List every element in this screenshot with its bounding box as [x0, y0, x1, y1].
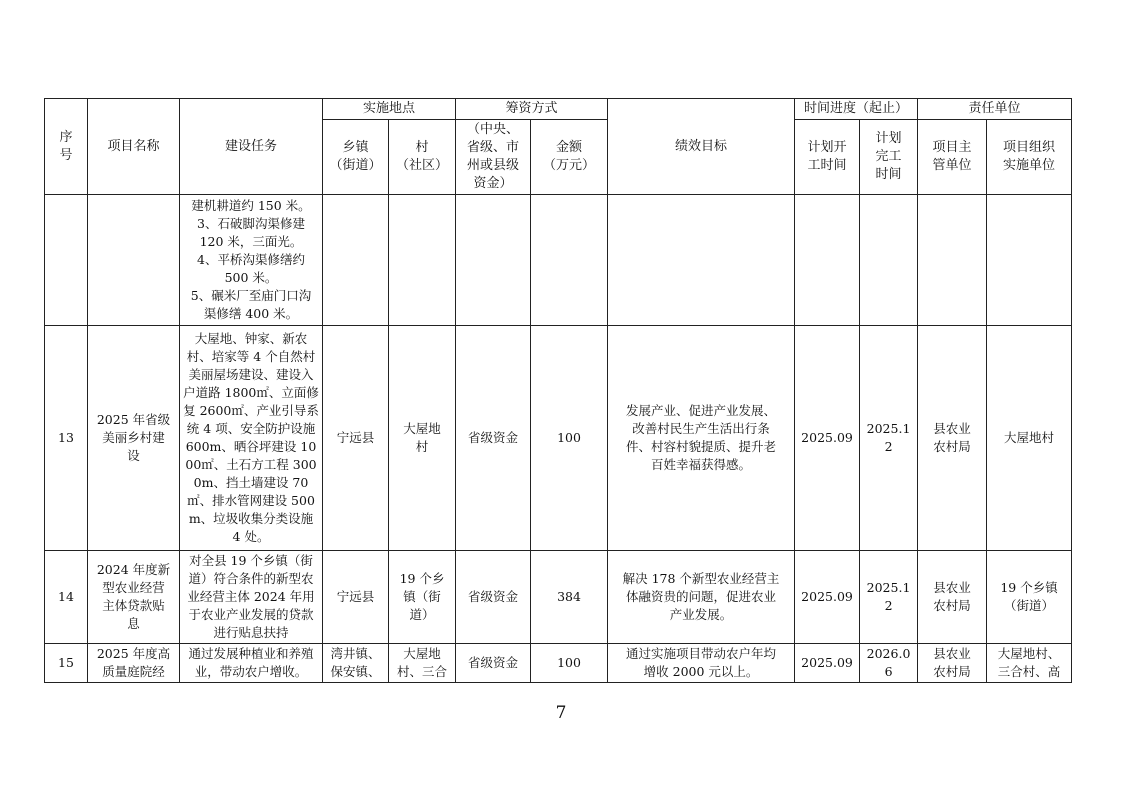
header-responsibility: 责任单位: [918, 99, 1072, 120]
cell-project-name: 2024 年度新 型农业经营 主体贷款贴 息: [88, 551, 180, 644]
header-village: 村 （社区）: [389, 120, 456, 195]
header-funding-source: （中央、 省级、市 州或县级 资金）: [456, 120, 531, 195]
cell-plan-start: 2025.09: [795, 644, 860, 683]
header-project-name: 项目名称: [88, 99, 180, 195]
cell-seq: [45, 195, 88, 326]
header-seq: 序 号: [45, 99, 88, 195]
cell-goal: 发展产业、促进产业发展、 改善村民生产生活出行条 件、村容村貌提质、提升老 百姓幸福获得感。: [608, 326, 795, 551]
project-table: [44, 98, 1072, 683]
cell-supervisor: [918, 195, 987, 326]
cell-implementer: 大屋地村: [987, 326, 1072, 551]
cell-project-name: [88, 195, 180, 326]
header-schedule: 时间进度（起止）: [795, 99, 918, 120]
header-task: 建设任务: [180, 99, 323, 195]
cell-plan-start: 2025.09: [795, 551, 860, 644]
header-plan-start: 计划开 工时间: [795, 120, 860, 195]
table-row: [45, 644, 1072, 683]
cell-funding-source: 省级资金: [456, 551, 531, 644]
cell-goal: 解决 178 个新型农业经营主 体融资贵的问题，促进农业 产业发展。: [608, 551, 795, 644]
cell-task: 建机耕道约 150 米。 3、石破脚沟渠修建 120 米，三面光。 4、平桥沟渠修缮约 500 米。 5、碾米厂至庙门口沟 渠修缮 400 米。: [180, 195, 323, 326]
cell-town: [323, 195, 389, 326]
cell-goal: [608, 195, 795, 326]
cell-plan-start: 2025.09: [795, 326, 860, 551]
cell-goal: 通过实施项目带动农户年均 增收 2000 元以上。: [608, 644, 795, 683]
cell-implementer: 大屋地村、 三合村、高: [987, 644, 1072, 683]
cell-supervisor: 县农业 农村局: [918, 551, 987, 644]
table-row: [45, 551, 1072, 644]
header-location: 实施地点: [323, 99, 456, 120]
cell-implementer: 19 个乡镇 （街道）: [987, 551, 1072, 644]
cell-seq: 14: [45, 551, 88, 644]
cell-seq: 15: [45, 644, 88, 683]
cell-project-name: 2025 年省级 美丽乡村建 设: [88, 326, 180, 551]
cell-supervisor: 县农业 农村局: [918, 326, 987, 551]
cell-funding-source: 省级资金: [456, 644, 531, 683]
cell-plan-end: 2025.1 2: [860, 551, 918, 644]
header-supervisor: 项目主 管单位: [918, 120, 987, 195]
page-number: 7: [555, 703, 567, 723]
header-goal: 绩效目标: [608, 99, 795, 195]
cell-amount: [531, 195, 608, 326]
cell-task: 对全县 19 个乡镇（街道）符合条件的新型农业经营主体 2024 年用于农业产业发展的贷款进行贴息扶持: [180, 551, 323, 644]
header-implementer: 项目组织 实施单位: [987, 120, 1072, 195]
header-town: 乡镇 （街道）: [323, 120, 389, 195]
header-plan-end: 计划 完工 时间: [860, 120, 918, 195]
cell-village: 19 个乡 镇（街 道）: [389, 551, 456, 644]
cell-town: 宁远县: [323, 551, 389, 644]
cell-amount: 100: [531, 326, 608, 551]
cell-project-name: 2025 年度高 质量庭院经: [88, 644, 180, 683]
cell-funding-source: [456, 195, 531, 326]
cell-amount: 384: [531, 551, 608, 644]
cell-village: 大屋地 村、三合: [389, 644, 456, 683]
cell-funding-source: 省级资金: [456, 326, 531, 551]
cell-plan-end: [860, 195, 918, 326]
header-amount: 金额 （万元）: [531, 120, 608, 195]
cell-village: 大屋地 村: [389, 326, 456, 551]
header-funding: 筹资方式: [456, 99, 608, 120]
cell-plan-start: [795, 195, 860, 326]
cell-task: 大屋地、钟家、新农村、培家等 4 个自然村美丽屋场建设、建设入户道路 1800㎡、立面修复 2600㎡、产业引导系统 4 项、安全防护设施 600m、晒谷坪建设 1000㎡、土石方工程 3000m、挡土墙建设 70㎡、排水管网建设 500m、垃圾收集分类设施 4 处。: [180, 326, 323, 551]
cell-town: 宁远县: [323, 326, 389, 551]
cell-plan-end: 2025.1 2: [860, 326, 918, 551]
cell-town: 湾井镇、 保安镇、: [323, 644, 389, 683]
table-header: [45, 99, 1072, 195]
cell-implementer: [987, 195, 1072, 326]
cell-supervisor: 县农业 农村局: [918, 644, 987, 683]
table-row: [45, 326, 1072, 551]
cell-task: 通过发展种植业和养殖业，带动农户增收。: [180, 644, 323, 683]
cell-seq: 13: [45, 326, 88, 551]
cell-plan-end: 2026.0 6: [860, 644, 918, 683]
cell-village: [389, 195, 456, 326]
table-row: [45, 195, 1072, 326]
cell-amount: 100: [531, 644, 608, 683]
